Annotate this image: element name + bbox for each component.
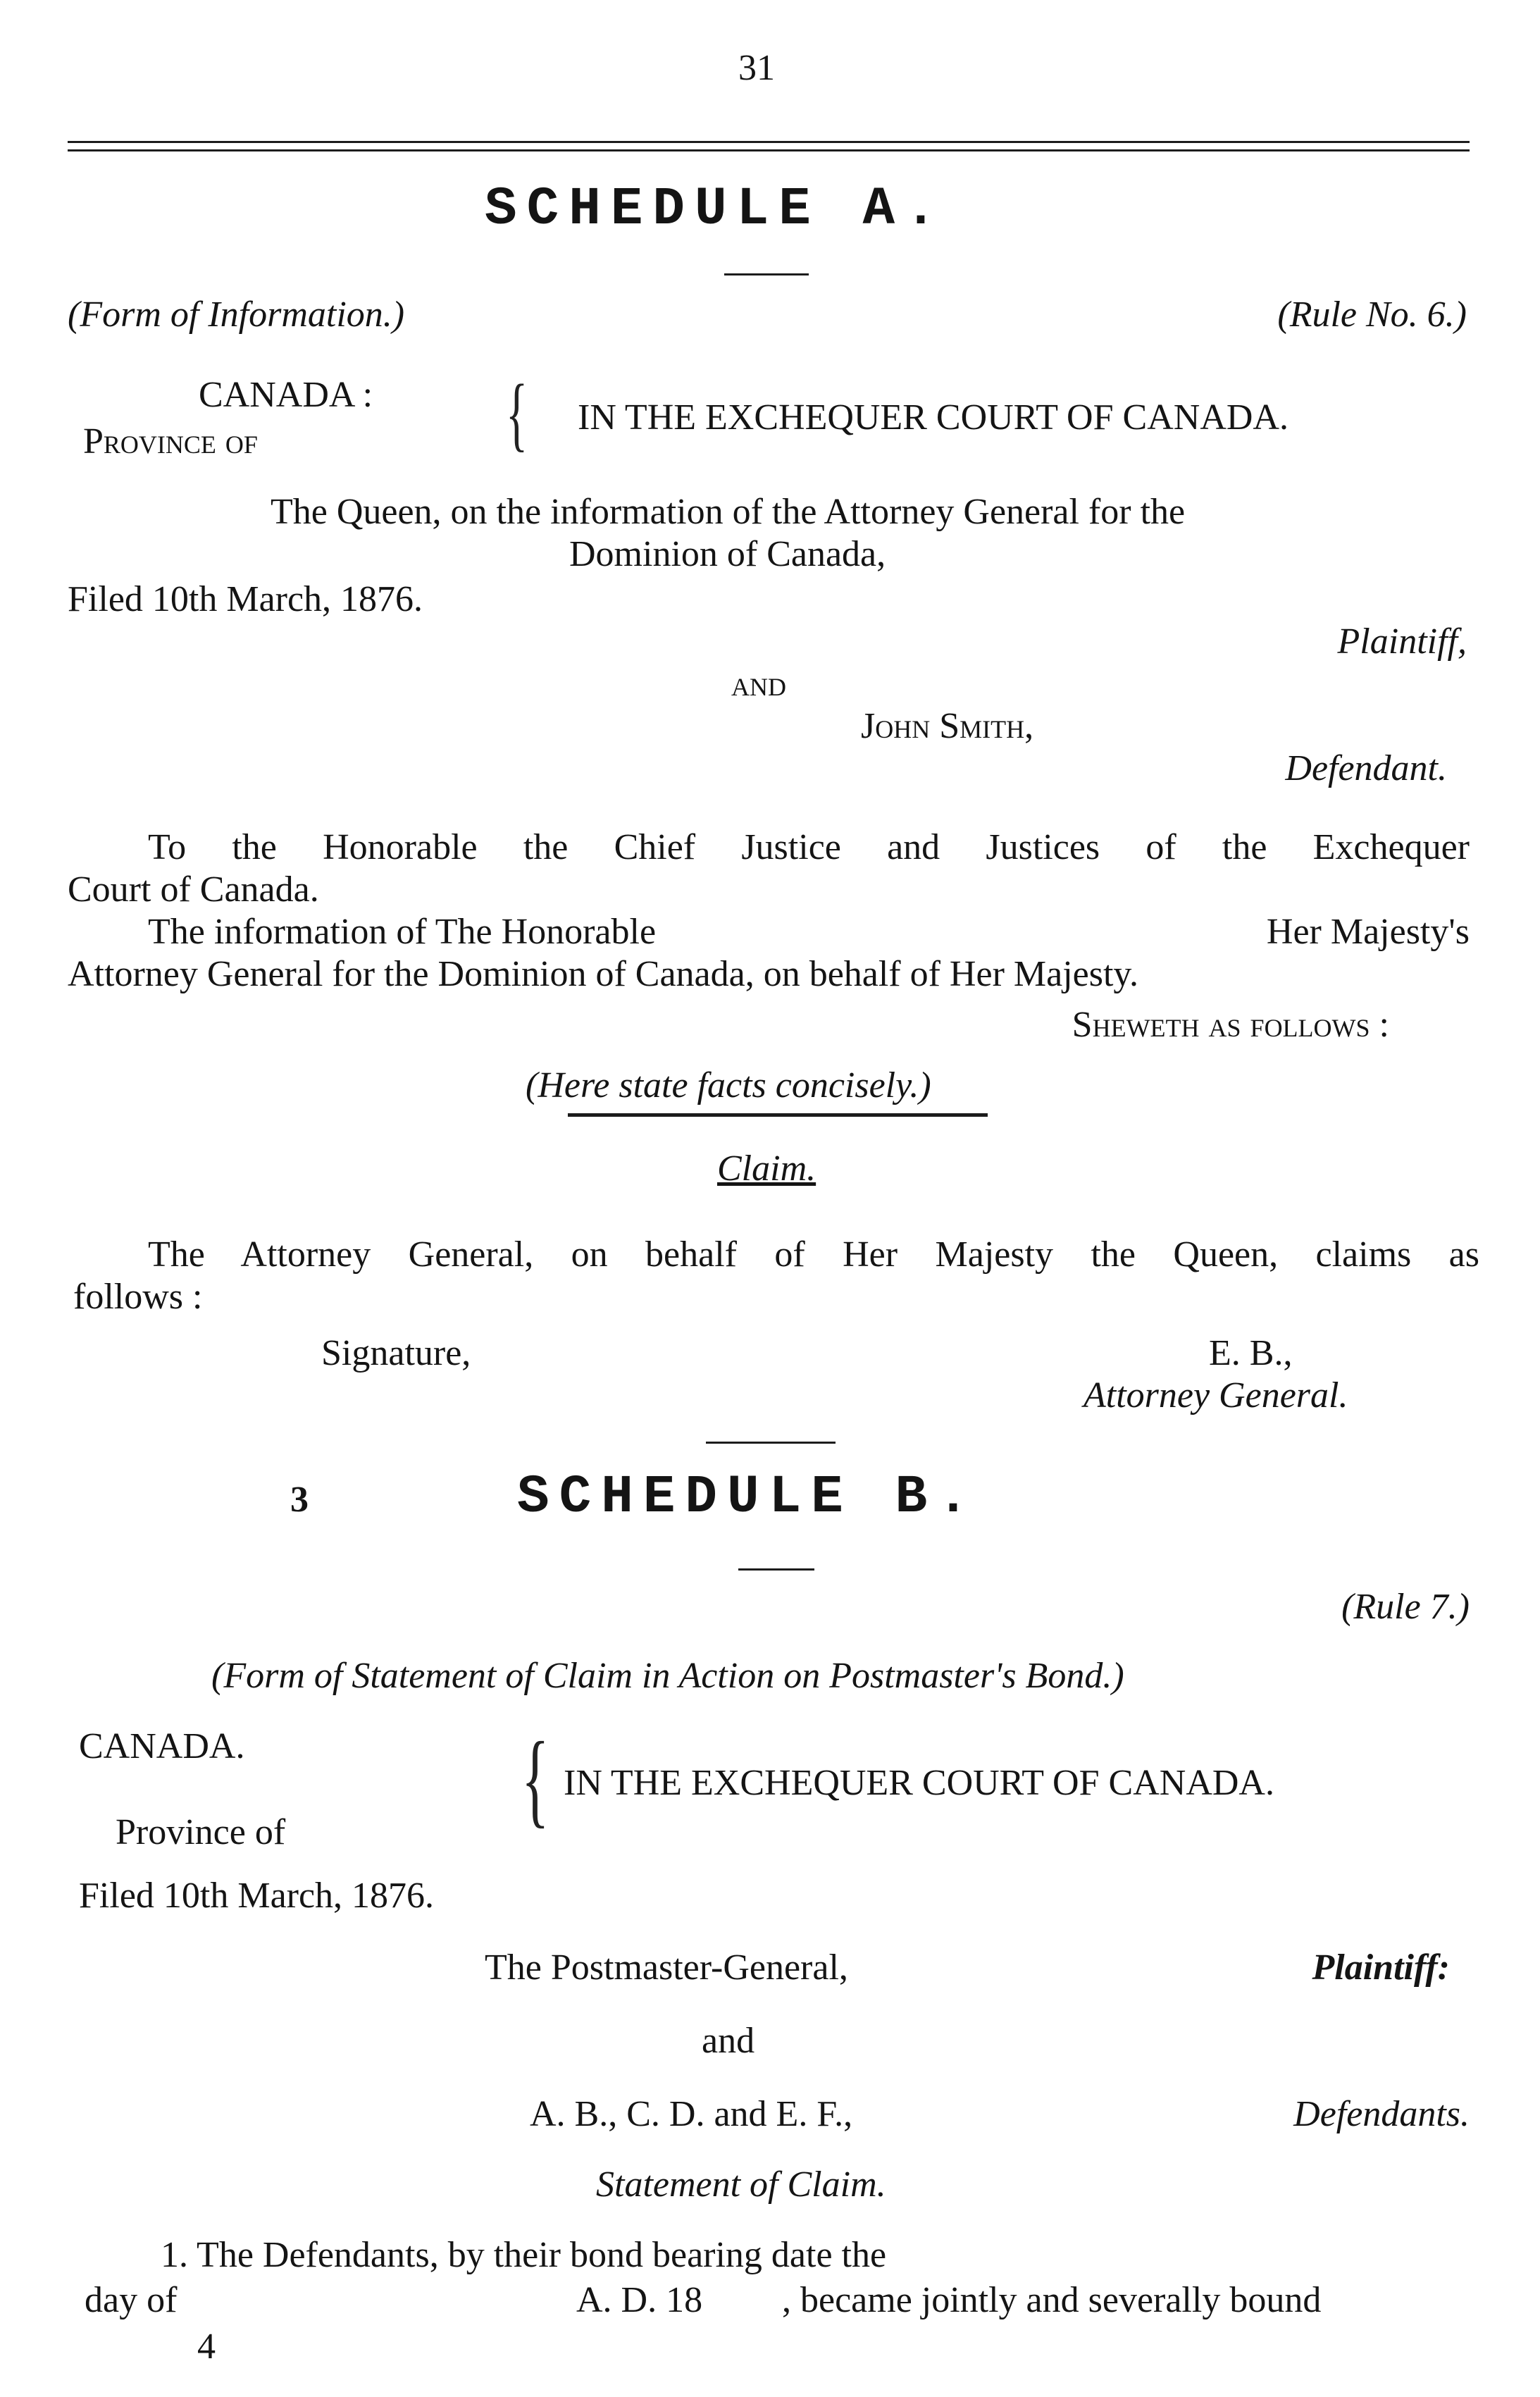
header-rule-top bbox=[68, 141, 1470, 143]
schedule-a-facts-rule bbox=[568, 1113, 988, 1117]
schedule-b-plaintiff: Plaintiff: bbox=[1312, 1947, 1450, 1988]
schedule-a-plaintiff: Plaintiff, bbox=[1337, 621, 1467, 662]
schedule-a-info-line2: Attorney General for the Dominion of Canada, on behalf of Her Majesty. bbox=[68, 954, 1139, 994]
schedule-b-court: IN THE EXCHEQUER COURT OF CANADA. bbox=[564, 1763, 1274, 1803]
schedule-a-address-line2: Court of Canada. bbox=[68, 869, 319, 910]
schedule-a-party-line2: Dominion of Canada, bbox=[569, 534, 886, 574]
schedule-a-defendant-name: John Smith, bbox=[861, 706, 1034, 746]
schedule-a-address-line1: To the Honorable the Chief Justice and Justices of the Exchequer bbox=[148, 827, 1470, 867]
schedule-b-statement-heading: Statement of Claim. bbox=[596, 2164, 886, 2205]
schedule-b-rule-label: (Rule 7.) bbox=[1341, 1587, 1470, 1627]
schedule-b-margin-mark: 3 bbox=[290, 1480, 309, 1520]
schedule-a-claim-heading: Claim. bbox=[717, 1148, 816, 1189]
schedule-a-info-line1-start: The information of The Honorable bbox=[148, 912, 657, 952]
schedule-a-form-label: (Form of Information.) bbox=[68, 295, 405, 335]
schedule-b-and: and bbox=[702, 2021, 755, 2061]
schedule-a-jurisdiction-canada: CANADA : bbox=[199, 375, 373, 415]
schedule-a-claim-line2: follows : bbox=[73, 1277, 203, 1317]
schedule-b-form-label: (Form of Statement of Claim in Action on Postmaster's Bond.) bbox=[211, 1656, 1124, 1696]
page-number: 31 bbox=[738, 48, 775, 88]
schedule-b-heading-rule bbox=[738, 1568, 814, 1571]
schedule-b-para1-day: day of bbox=[85, 2280, 178, 2320]
schedule-a-signer: E. B., bbox=[1209, 1333, 1293, 1373]
schedule-a-court: IN THE EXCHEQUER COURT OF CANADA. bbox=[578, 397, 1288, 438]
signature-mark: 4 bbox=[197, 2327, 216, 2367]
schedule-b-plaintiff-name: The Postmaster-General, bbox=[485, 1947, 848, 1988]
schedule-b-para1-ad: A. D. 18 bbox=[576, 2280, 703, 2320]
schedule-b-defendants: Defendants. bbox=[1293, 2094, 1470, 2134]
schedule-b-brace: { bbox=[521, 1721, 549, 1838]
schedule-a-sheweth: Sheweth as follows : bbox=[1072, 1005, 1389, 1045]
schedule-b-para1-line1: 1. The Defendants, by their bond bearing date the bbox=[161, 2235, 887, 2275]
schedule-a-claim-line1: The Attorney General, on behalf of Her Majesty the Queen, claims as bbox=[148, 1234, 1479, 1275]
schedule-a-state-facts: (Here state facts concisely.) bbox=[526, 1065, 931, 1105]
schedule-a-defendant: Defendant. bbox=[1285, 748, 1447, 788]
schedule-separator-rule bbox=[706, 1442, 836, 1444]
schedule-a-party-line1: The Queen, on the information of the Attorney General for the bbox=[271, 492, 1186, 532]
schedule-a-filed: Filed 10th March, 1876. bbox=[68, 579, 423, 619]
schedule-a-signer-title: Attorney General. bbox=[1083, 1375, 1348, 1416]
schedule-a-rule-label: (Rule No. 6.) bbox=[1277, 295, 1467, 335]
schedule-b-para1-end: , became jointly and severally bound bbox=[782, 2280, 1322, 2320]
header-rule-bottom bbox=[68, 149, 1470, 151]
schedule-b-filed: Filed 10th March, 1876. bbox=[79, 1876, 435, 1916]
schedule-b-defendants-names: A. B., C. D. and E. F., bbox=[530, 2094, 853, 2134]
schedule-a-heading-rule bbox=[724, 273, 809, 275]
schedule-b-heading: SCHEDULE B. bbox=[517, 1467, 979, 1528]
schedule-a-info-line1-end: Her Majesty's bbox=[1266, 912, 1470, 952]
schedule-b-jurisdiction-canada: CANADA. bbox=[79, 1726, 245, 1766]
schedule-a-jurisdiction-province: Province of bbox=[83, 421, 258, 462]
schedule-a-and: and bbox=[731, 664, 786, 704]
schedule-a-brace: { bbox=[506, 367, 528, 459]
schedule-a-signature: Signature, bbox=[321, 1333, 471, 1373]
schedule-b-jurisdiction-province: Province of bbox=[116, 1812, 286, 1852]
schedule-a-heading: SCHEDULE A. bbox=[485, 179, 947, 240]
